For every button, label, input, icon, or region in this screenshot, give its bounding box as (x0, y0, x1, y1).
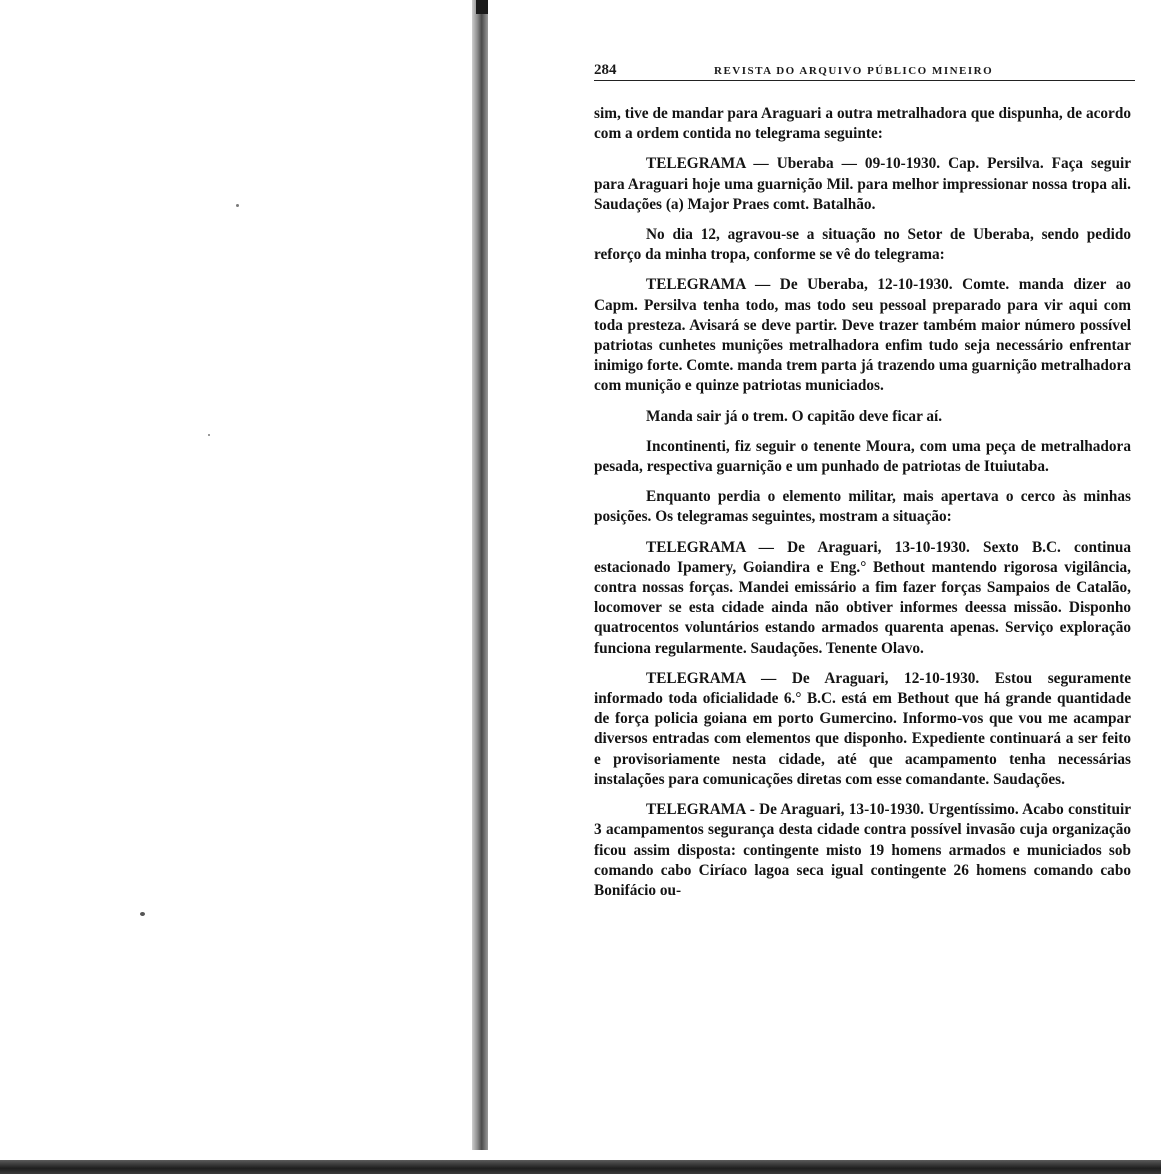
telegram-paragraph: TELEGRAMA — De Uberaba, 12-10-1930. Comte. manda dizer ao Capm. Persilva tenha todo, mas todo seu pessoal preparado para vir aqui com toda presteza. Avisará se deve partir. Deve trazer também maior número possível patriotas cunhetes munições metralhadora enfim tudo seja necessário enfrentar inimigo forte. Comte. manda trem parta já trazendo uma guarnição metralhadora com munição e quinze patriotas municiados. (594, 276, 1131, 395)
paper-speck (208, 434, 210, 436)
telegram-paragraph: TELEGRAMA — Uberaba — 09-10-1930. Cap. Persilva. Faça seguir para Araguari hoje uma guarnição Mil. para melhor impressionar nossa tropa ali. Saudações (a) Major Praes comt. Batalhão. (594, 155, 1131, 213)
page-number: 284 (594, 62, 617, 78)
paper-speck (236, 204, 239, 207)
book-gutter (472, 0, 488, 1150)
left-page-blank (0, 0, 478, 1160)
scan-bottom-edge (0, 1160, 1161, 1174)
paragraph: Manda sair já o trem. O capitão deve ficar aí. (646, 407, 943, 425)
paragraph: No dia 12, agravou-se a situação no Setor de Uberaba, sendo pedido reforço da minha tropa, conforme se vê do telegrama: (594, 226, 1131, 264)
running-head: REVISTA DO ARQUIVO PÚBLICO MINEIRO (714, 65, 994, 77)
body-text (594, 104, 1131, 911)
paragraph: sim, tive de mandar para Araguari a outra metralhadora que dispunha, de acordo com a ordem contida no telegrama seguinte: (594, 105, 1131, 143)
page-header (594, 62, 1135, 81)
telegram-paragraph: TELEGRAMA — De Araguari, 13-10-1930. Sexto B.C. continua estacionado Ipamery, Goiandira e Eng.° Bethout mantendo rigorosa vigilância, contra nossas forças. Mandei emissário a fim fazer forças Sampaios de Catalão, locomover se esta cidade ainda não obtiver informes deessa missão. Disponho quatrocentos voluntários estando armados quarenta apenas. Serviço exploração funciona regularmente. Saudações. Tenente Olavo. (594, 538, 1131, 657)
telegram-paragraph: TELEGRAMA — De Araguari, 12-10-1930. Estou seguramente informado toda oficialidade 6.° B.C. está em Bethout que há grande quantidade de força policia goiana em porto Gumercino. Informo-vos que vou me acampar diversos entradas com elementos que disponho. Expediente continuará a ser feito e provisoriamente nesta cidade, até que acampamento tenha necessárias instalações para comunicações diretas com esse comandante. Saudações. (594, 669, 1131, 788)
telegram-paragraph: TELEGRAMA - De Araguari, 13-10-1930. Urgentíssimo. Acabo constituir 3 acampamentos segurança desta cidade contra possível invasão cuja organização ficou assim disposta: contingente misto 19 homens armados e municiados sob comando cabo Ciríaco lagoa seca igual contingente 26 homens comando cabo Bonifácio ou- (594, 801, 1131, 899)
gutter-shadow (476, 0, 488, 14)
paper-speck (140, 912, 145, 916)
paragraph: Enquanto perdia o elemento militar, mais apertava o cerco às minhas posições. Os telegramas seguintes, mostram a situação: (594, 488, 1131, 526)
paragraph: Incontinenti, fiz seguir o tenente Moura, com uma peça de metralhadora pesada, respectiva guarnição e um punhado de patriotas de Ituiutaba. (594, 437, 1131, 476)
